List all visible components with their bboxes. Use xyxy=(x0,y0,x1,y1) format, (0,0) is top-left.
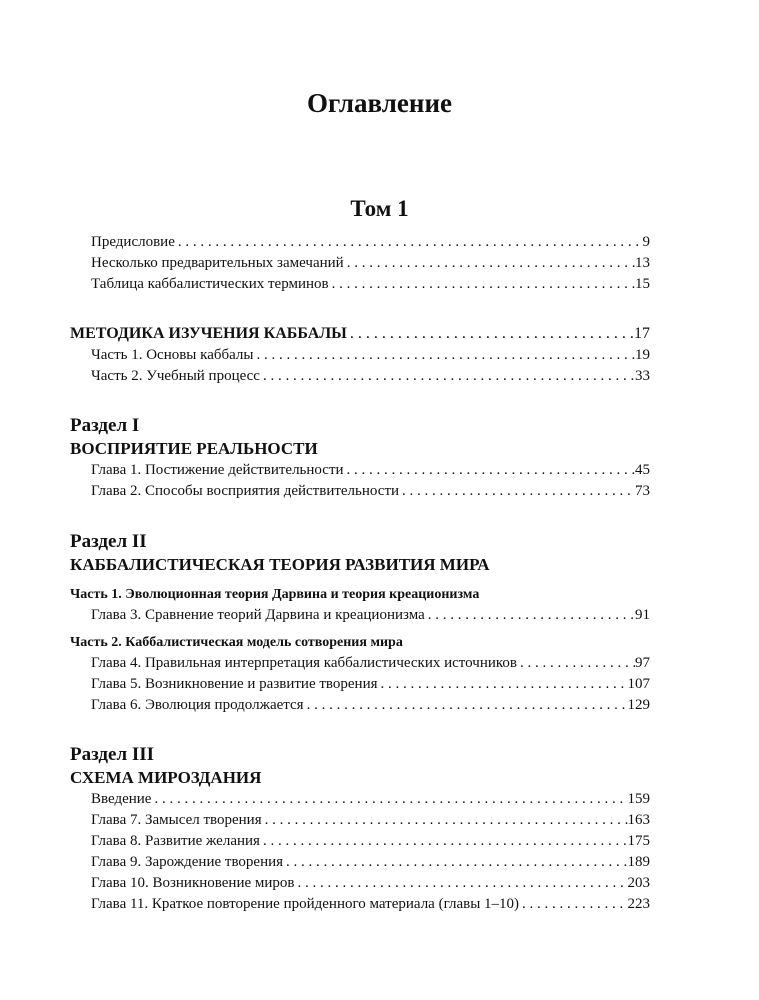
dot-leader xyxy=(344,253,635,273)
toc-entry-label: Часть 2. Учебный процесс xyxy=(91,368,260,384)
dot-leader xyxy=(344,460,635,480)
toc-entry-remarks[interactable] xyxy=(91,253,650,273)
toc-entry-chapter-1[interactable] xyxy=(91,460,650,480)
toc-entry-label: Глава 9. Зарождение творения xyxy=(91,854,284,870)
toc-entry-page: 189 xyxy=(627,854,650,870)
toc-entry-chapter-3[interactable] xyxy=(91,605,650,625)
toc-entry-page: 159 xyxy=(627,791,650,807)
toc-entry-page: 129 xyxy=(627,697,650,713)
toc-entry-label: Глава 1. Постижение действительности xyxy=(91,462,344,478)
toc-entry-chapter-9[interactable] xyxy=(91,852,650,872)
dot-leader xyxy=(347,324,634,344)
dot-leader xyxy=(253,345,635,365)
dot-leader xyxy=(260,831,628,851)
toc-entry-label: Предисловие xyxy=(91,234,175,250)
dot-leader xyxy=(283,852,627,872)
toc-entry-page: 17 xyxy=(634,325,650,342)
toc-entry-label: Глава 5. Возникновение и развитие творения xyxy=(91,676,378,692)
toc-entry-methodology[interactable] xyxy=(70,324,650,344)
toc-entry-page: 175 xyxy=(627,833,650,849)
toc-entry-part-2[interactable] xyxy=(91,366,650,386)
dot-leader xyxy=(175,232,643,252)
dot-leader xyxy=(425,605,635,625)
toc-entry-label: Глава 4. Правильная интерпретация каббалистических источников xyxy=(91,655,517,671)
toc-entry-page: 107 xyxy=(627,676,650,692)
toc-entry-page: 9 xyxy=(642,234,650,250)
toc-entry-chapter-11[interactable] xyxy=(91,894,650,914)
toc-entry-page: 15 xyxy=(635,276,650,292)
toc-entry-label: Введение xyxy=(91,791,152,807)
toc-entry-chapter-6[interactable] xyxy=(91,695,650,715)
toc-entry-page: 203 xyxy=(627,875,650,891)
section-3-label: Раздел III xyxy=(70,744,155,765)
dot-leader xyxy=(151,789,627,809)
toc-entry-page: 13 xyxy=(635,255,650,271)
dot-leader xyxy=(260,366,635,386)
toc-entry-chapter-2[interactable] xyxy=(91,481,650,501)
page-title: Оглавление xyxy=(307,88,452,118)
toc-entry-label: Глава 11. Краткое повторение пройденного материала (главы 1–10) xyxy=(91,896,520,912)
toc-entry-label: Глава 2. Способы восприятия действительности xyxy=(91,483,400,499)
dot-leader xyxy=(329,274,635,294)
toc-entry-chapter-10[interactable] xyxy=(91,873,650,893)
toc-entry-chapter-7[interactable] xyxy=(91,810,650,830)
toc-entry-page: 19 xyxy=(635,347,650,363)
toc-entry-page: 97 xyxy=(635,655,650,671)
toc-entry-label: Глава 3. Сравнение теорий Дарвина и креационизма xyxy=(91,607,425,623)
dot-leader xyxy=(519,894,627,914)
toc-entry-label: Таблица каббалистических терминов xyxy=(91,276,329,292)
dot-leader xyxy=(304,695,628,715)
toc-entry-label: Глава 8. Развитие желания xyxy=(91,833,260,849)
toc-entry-introduction[interactable] xyxy=(91,789,650,809)
toc-entry-label: Глава 7. Замысел творения xyxy=(91,812,262,828)
dot-leader xyxy=(517,653,635,673)
toc-entry-label: Глава 10. Возникновение миров xyxy=(91,875,295,891)
dot-leader xyxy=(295,873,628,893)
section-2-part-2-title: Часть 2. Каббалистическая модель сотворения мира xyxy=(70,635,403,650)
toc-entry-chapter-5[interactable] xyxy=(91,674,650,694)
toc-entry-page: 33 xyxy=(635,368,650,384)
toc-entry-chapter-8[interactable] xyxy=(91,831,650,851)
toc-entry-page: 45 xyxy=(635,462,650,478)
toc-entry-page: 163 xyxy=(627,812,650,828)
toc-entry-page: 91 xyxy=(635,607,650,623)
toc-entry-page: 223 xyxy=(627,896,650,912)
toc-entry-chapter-4[interactable] xyxy=(91,653,650,673)
volume-title: Том 1 xyxy=(350,196,409,221)
section-3-title: СХЕМА МИРОЗДАНИЯ xyxy=(70,768,262,787)
toc-entry-label: Несколько предварительных замечаний xyxy=(91,255,344,271)
toc-entry-part-1[interactable] xyxy=(91,345,650,365)
section-1-title: ВОСПРИЯТИЕ РЕАЛЬНОСТИ xyxy=(70,439,318,458)
dot-leader xyxy=(262,810,628,830)
section-2-label: Раздел II xyxy=(70,531,147,552)
dot-leader xyxy=(378,674,628,694)
toc-entry-label: МЕТОДИКА ИЗУЧЕНИЯ КАББАЛЫ xyxy=(70,325,347,342)
toc-entry-terms-table[interactable] xyxy=(91,274,650,294)
toc-entry-preface[interactable] xyxy=(91,232,650,252)
section-2-part-1-title: Часть 1. Эволюционная теория Дарвина и теория креационизма xyxy=(70,587,480,602)
dot-leader xyxy=(399,481,635,501)
section-2-title: КАББАЛИСТИЧЕСКАЯ ТЕОРИЯ РАЗВИТИЯ МИРА xyxy=(70,555,490,574)
toc-entry-page: 73 xyxy=(635,483,650,499)
section-1-label: Раздел I xyxy=(70,415,140,436)
toc-entry-label: Глава 6. Эволюция продолжается xyxy=(91,697,304,713)
toc-entry-label: Часть 1. Основы каббалы xyxy=(91,347,254,363)
